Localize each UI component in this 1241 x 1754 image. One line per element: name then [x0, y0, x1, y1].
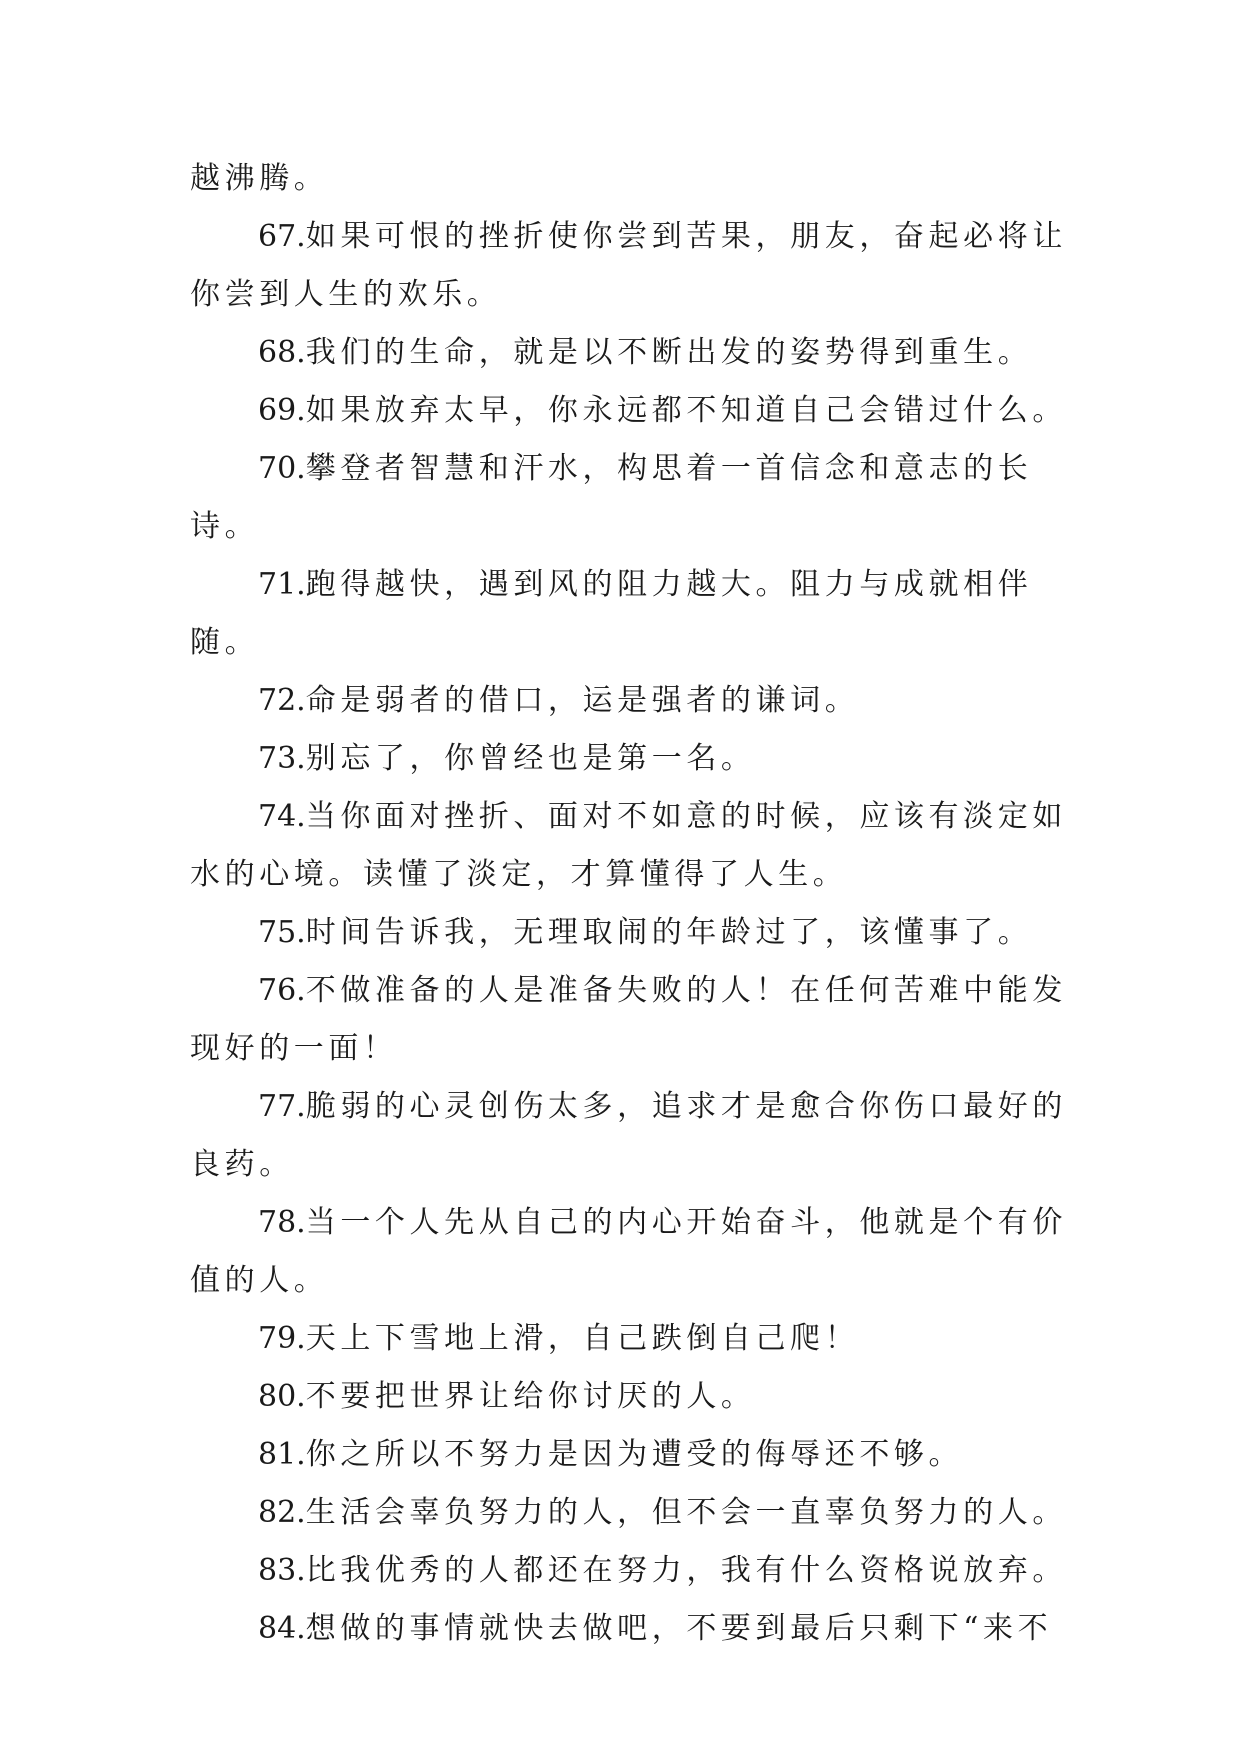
paragraph-73	[190, 730, 1080, 788]
paragraph-81	[190, 1426, 1080, 1484]
paragraph-77	[190, 1078, 1080, 1194]
paragraph-number: 83.	[258, 1553, 306, 1588]
paragraph-74	[190, 788, 1080, 904]
paragraph-75	[190, 904, 1080, 962]
paragraph-82	[190, 1484, 1080, 1542]
paragraph-text: 别忘了，你曾经也是第一名。	[305, 741, 756, 776]
paragraph-text: 当一个人先从自己的内心开始奋斗，他就是个有价值的人。	[190, 1205, 1067, 1298]
paragraph-number: 81.	[258, 1437, 306, 1472]
paragraph-76	[190, 962, 1080, 1078]
paragraph-67	[190, 208, 1080, 324]
paragraph-text: 命是弱者的借口，运是强者的谦词。	[305, 683, 860, 718]
paragraph-number: 77.	[258, 1089, 306, 1124]
paragraph-number: 79.	[258, 1321, 306, 1356]
paragraph-text: 时间告诉我，无理取闹的年龄过了，该懂事了。	[305, 915, 1033, 950]
paragraph-71	[190, 556, 1080, 672]
paragraph-number: 74.	[258, 799, 306, 834]
paragraph-continuation	[190, 150, 1080, 208]
paragraph-number: 78.	[258, 1205, 306, 1240]
paragraph-number: 67.	[258, 219, 306, 254]
paragraph-text: 攀登者智慧和汗水，构思着一首信念和意志的长诗。	[190, 451, 1033, 544]
paragraph-83	[190, 1542, 1080, 1600]
paragraph-number: 72.	[258, 683, 306, 718]
paragraph-text: 越沸腾。	[190, 161, 329, 196]
paragraph-text: 不做准备的人是准备失败的人！在任何苦难中能发现好的一面！	[190, 973, 1067, 1066]
paragraph-number: 69.	[258, 393, 306, 428]
paragraph-text: 生活会辜负努力的人，但不会一直辜负努力的人。	[305, 1495, 1067, 1530]
paragraph-text: 当你面对挫折、面对不如意的时候，应该有淡定如水的心境。读懂了淡定，才算懂得了人生。	[190, 799, 1067, 892]
paragraph-text: 天上下雪地上滑，自己跌倒自己爬！	[305, 1321, 860, 1356]
paragraph-text: 想做的事情就快去做吧，不要到最后只剩下“来不	[305, 1611, 1053, 1646]
paragraph-number: 70.	[258, 451, 306, 486]
paragraph-79	[190, 1310, 1080, 1368]
paragraph-text: 如果放弃太早，你永远都不知道自己会错过什么。	[305, 393, 1067, 428]
paragraph-text: 我们的生命，就是以不断出发的姿势得到重生。	[305, 335, 1033, 370]
paragraph-84	[190, 1600, 1080, 1658]
paragraph-number: 82.	[258, 1495, 306, 1530]
paragraph-number: 80.	[258, 1379, 306, 1414]
paragraph-number: 75.	[258, 915, 306, 950]
paragraph-text: 比我优秀的人都还在努力，我有什么资格说放弃。	[305, 1553, 1067, 1588]
paragraph-number: 73.	[258, 741, 306, 776]
paragraph-number: 76.	[258, 973, 306, 1008]
paragraph-69	[190, 382, 1080, 440]
document-page	[190, 150, 1080, 1658]
paragraph-text: 跑得越快，遇到风的阻力越大。阻力与成就相伴随。	[190, 567, 1033, 660]
paragraph-72	[190, 672, 1080, 730]
paragraph-text: 不要把世界让给你讨厌的人。	[305, 1379, 756, 1414]
paragraph-80	[190, 1368, 1080, 1426]
paragraph-number: 68.	[258, 335, 306, 370]
paragraph-text: 你之所以不努力是因为遭受的侮辱还不够。	[305, 1437, 964, 1472]
paragraph-68	[190, 324, 1080, 382]
paragraph-78	[190, 1194, 1080, 1310]
paragraph-text: 如果可恨的挫折使你尝到苦果，朋友，奋起必将让你尝到人生的欢乐。	[190, 219, 1067, 312]
paragraph-70	[190, 440, 1080, 556]
paragraph-number: 84.	[258, 1611, 306, 1646]
paragraph-text: 脆弱的心灵创伤太多，追求才是愈合你伤口最好的良药。	[190, 1089, 1067, 1182]
paragraph-number: 71.	[258, 567, 306, 602]
